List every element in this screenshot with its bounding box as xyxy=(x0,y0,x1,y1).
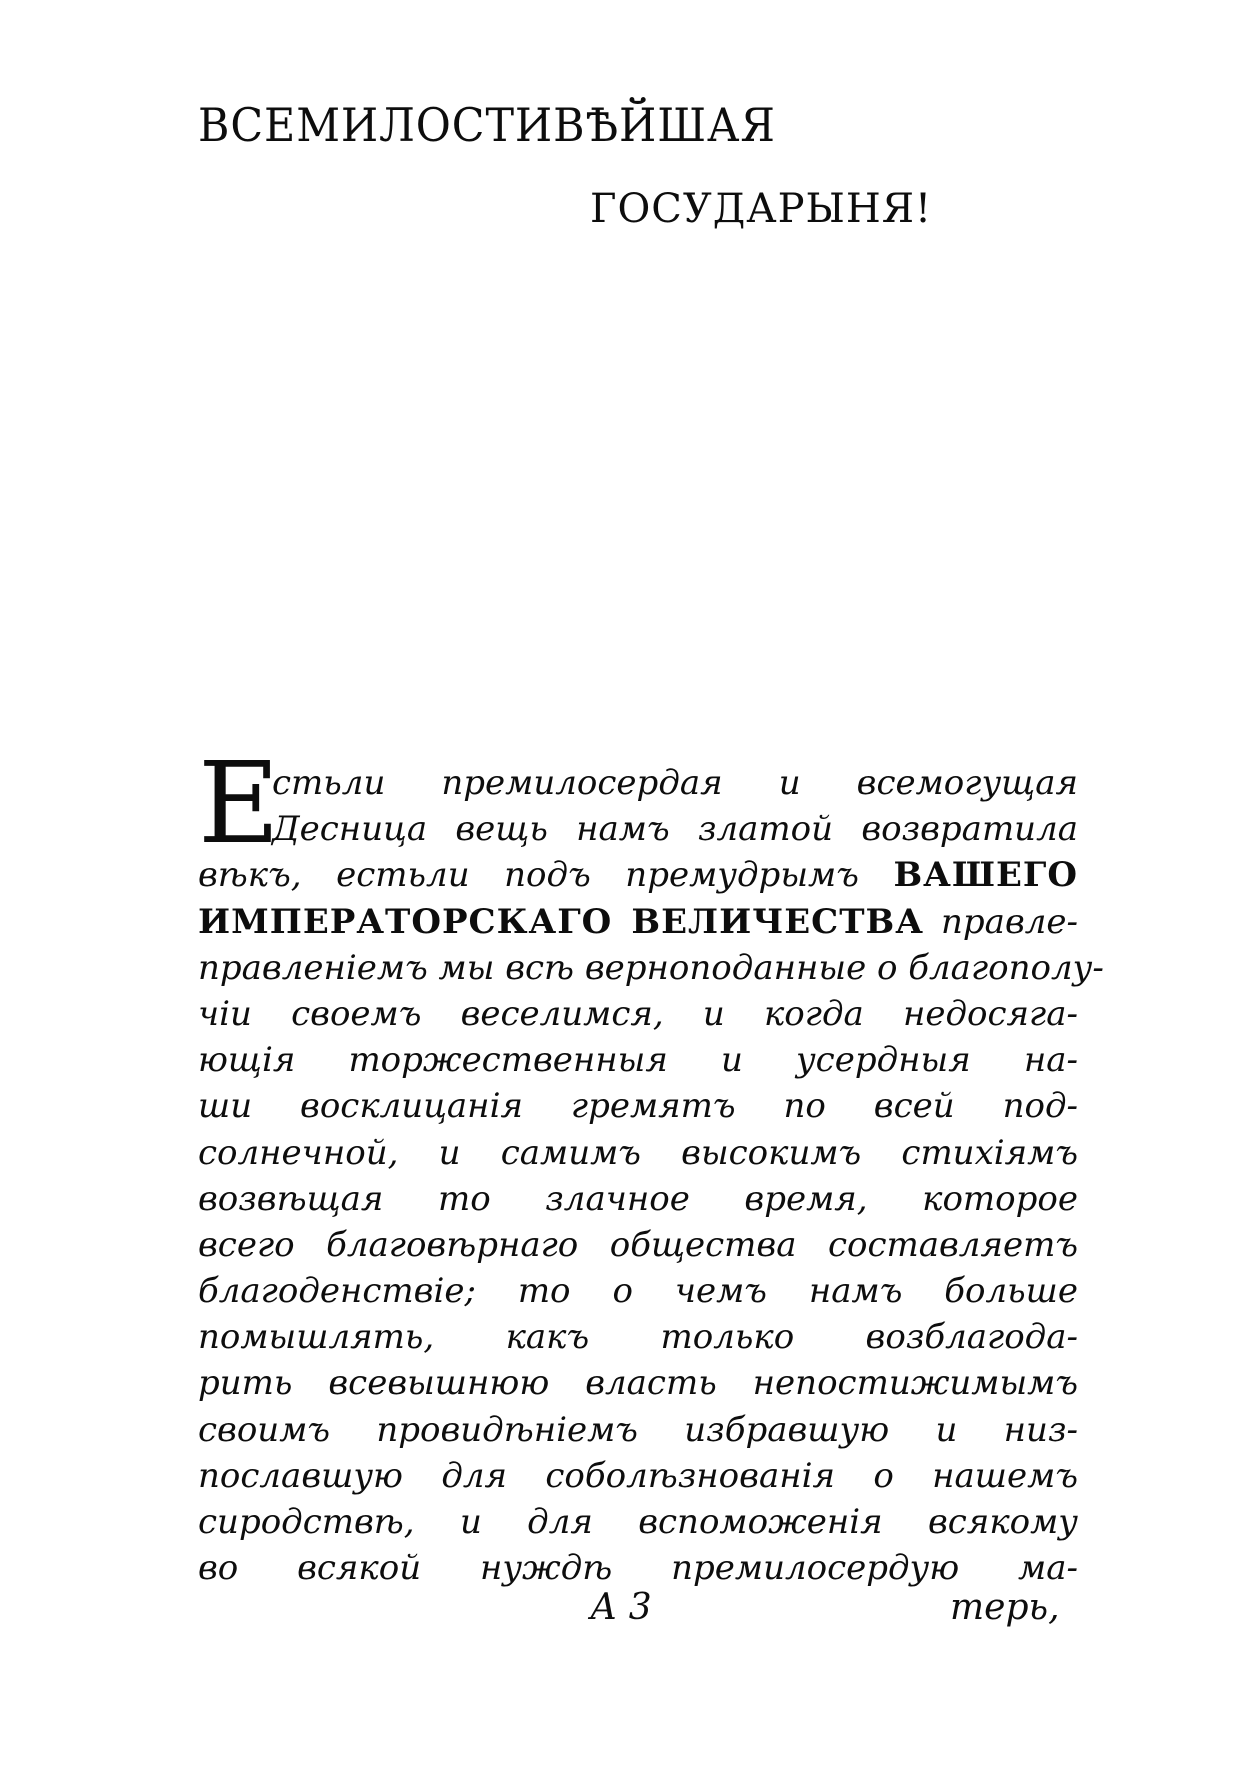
body-line-12: благоденствіе; то о чемъ намъ больше xyxy=(198,1271,1078,1312)
body-line-4 xyxy=(198,899,1078,945)
body-line-6: чіи своемъ веселимся, и когда недосяга- xyxy=(198,993,1078,1034)
body-line-9: солнечной, и самимъ высокимъ стихіямъ xyxy=(198,1132,1078,1173)
body-line-17: сиродствѣ, и для вспоможенія всякому xyxy=(198,1502,1078,1542)
salutation-title: ВСЕМИЛОСТИВѢЙШАЯ xyxy=(198,98,776,152)
body-line-10: возвѣщая то злачное время, которое xyxy=(198,1178,1078,1219)
signature-mark: А 3 xyxy=(590,1587,652,1628)
body-line-16: пославшую для соболѣзнованія о нашемъ xyxy=(198,1455,1078,1496)
body-line-3 xyxy=(198,852,1078,898)
body-line-11: всего благовѣрнаго общества составляетъ xyxy=(198,1224,1078,1265)
body-line-7: ющія торжественныя и усердныя на- xyxy=(198,1040,1078,1081)
body-paragraph xyxy=(198,739,1104,1591)
body-line-3-caps: ВАШЕГО xyxy=(893,855,1078,896)
catchword: терь, xyxy=(950,1587,1060,1628)
body-line-13: помышлять, какъ только возблагода- xyxy=(198,1317,1078,1358)
body-line-5: правленіемъ мы всѣ верноподанные о благополу- xyxy=(198,947,1104,988)
body-line-14: рить всевышнюю власть непостижимымъ xyxy=(198,1363,1078,1404)
drop-cap: Е xyxy=(198,739,280,869)
body-line-1: стьли премилосердая и всемогущая xyxy=(272,763,1078,803)
body-line-4-caps: ИМПЕРАТОРСКАГО ВЕЛИЧЕСТВА xyxy=(198,901,924,942)
salutation-subtitle: ГОСУДАРЫНЯ! xyxy=(590,186,933,232)
body-line-15: своимъ провидѣніемъ избравшую и низ- xyxy=(198,1409,1078,1450)
body-line-2: Десница вещь намъ златой возвратила xyxy=(272,809,1078,850)
body-line-3-text: вѣкъ, естьли подъ премудрымъ xyxy=(198,855,859,896)
body-line-18: во всякой нуждѣ премилосердую ма- xyxy=(198,1548,1078,1589)
body-line-8: ши восклицанія гремятъ по всей под- xyxy=(198,1086,1078,1127)
body-line-4-text: правле- xyxy=(941,901,1078,942)
